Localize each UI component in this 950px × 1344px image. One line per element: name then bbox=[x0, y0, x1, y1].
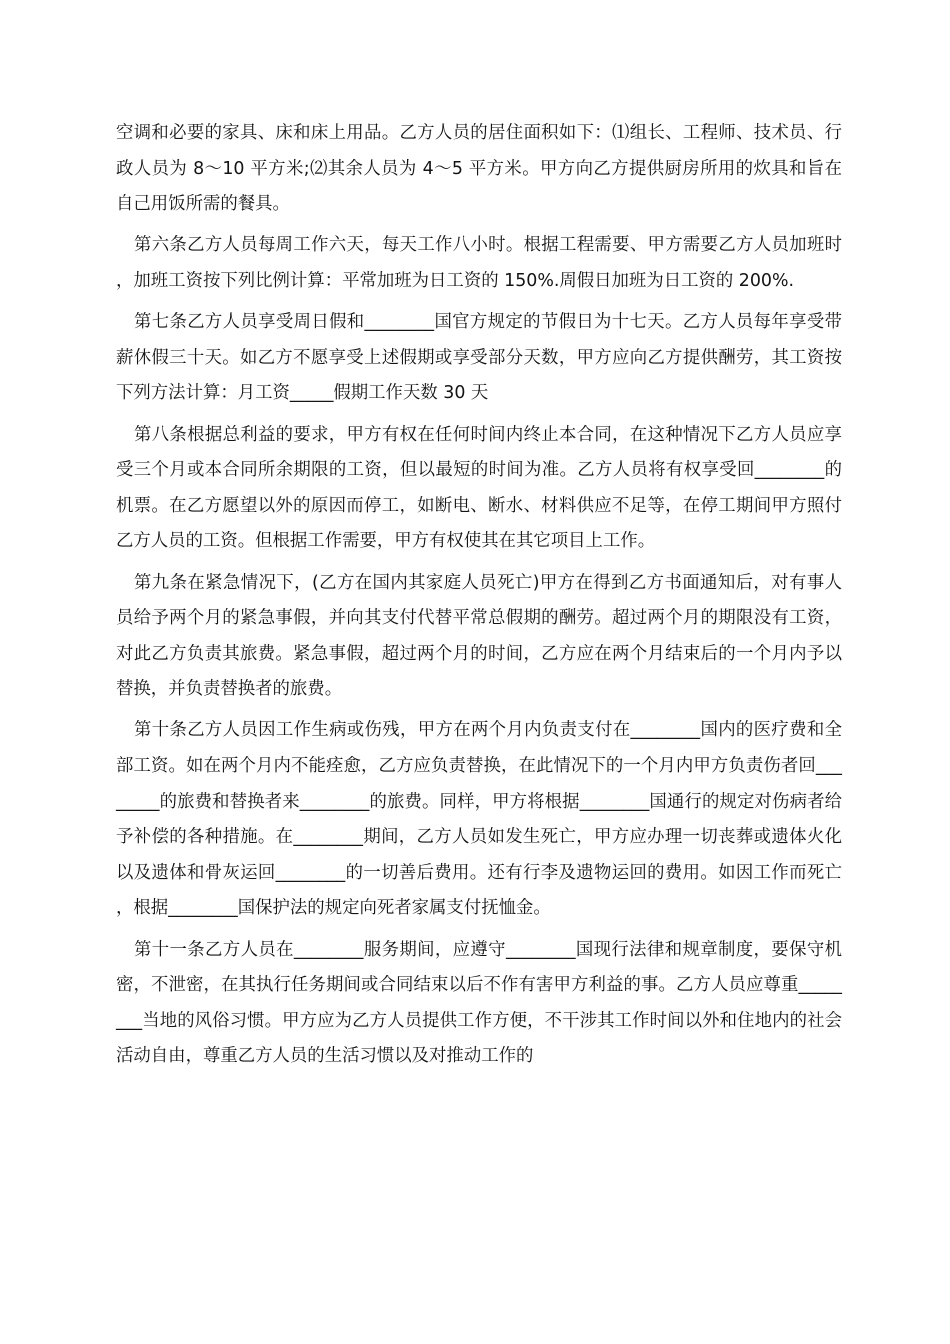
paragraph-article-10: 第十条乙方人员因工作生病或伤残，甲方在两个月内负责支付在________国内的医疗费和全部工资。如在两个月内不能痊愈，乙方应负责替换，在此情况下的一个月内甲方负责伤者回________的旅费和替换者来________的旅费。同样，甲方将根据________国通行的规定对伤病者给予补偿的各种措施。在________期间，乙方人员如发生死亡，甲方应办理一切丧葬或遗体火化以及遗体和骨灰运回________的一切善后费用。还有行李及遗物运回的费用。如因工作而死亡，根据________国保护法的规定向死者家属支付抚恤金。 bbox=[116, 720, 842, 919]
paragraph-article-11: 第十一条乙方人员在________服务期间，应遵守________国现行法律和规章制度，要保守机密，不泄密，在其执行任务期间或合同结束以后不作有害甲方利益的事。乙方人员应尊重________当地的风俗习惯。甲方应为乙方人员提供工作方便，不干涉其工作时间以外和住地内的社会活动自由，尊重乙方人员的生活习惯以及对推动工作的 bbox=[116, 939, 842, 1067]
paragraph-continuation: 空调和必要的家具、床和床上用品。乙方人员的居住面积如下：⑴组长、工程师、技术员、行政人员为 8～10 平方米;⑵其余人员为 4～5 平方米。甲方向乙方提供厨房所用的炊具和旨在自己用饭所需的餐具。 bbox=[116, 123, 842, 215]
document-body bbox=[116, 116, 842, 1081]
paragraph-article-9: 第九条在紧急情况下，(乙方在国内其家庭人员死亡)甲方在得到乙方书面通知后，对有事人员给予两个月的紧急事假，并向其支付代替平常总假期的酬劳。超过两个月的期限没有工资，对此乙方负责其旅费。紧急事假，超过两个月的时间，乙方应在两个月结束后的一个月内予以替换，并负责替换者的旅费。 bbox=[116, 572, 842, 700]
paragraph-article-8: 第八条根据总利益的要求，甲方有权在任何时间内终止本合同，在这种情况下乙方人员应享受三个月或本合同所余期限的工资，但以最短的时间为准。乙方人员将有权享受回________的机票。在乙方愿望以外的原因而停工，如断电、断水、材料供应不足等，在停工期间甲方照付乙方人员的工资。但根据工作需要，甲方有权使其在其它项目上工作。 bbox=[116, 424, 842, 552]
paragraph-article-6: 第六条乙方人员每周工作六天，每天工作八小时。根据工程需要、甲方需要乙方人员加班时，加班工资按下列比例计算：平常加班为日工资的 150%.周假日加班为日工资的 200%. bbox=[116, 235, 842, 291]
paragraph-article-7: 第七条乙方人员享受周日假和________国官方规定的节假日为十七天。乙方人员每年享受带薪休假三十天。如乙方不愿享受上述假期或享受部分天数，甲方应向乙方提供酬劳，其工资按下列方法计算：月工资_____假期工作天数 30 天 bbox=[116, 312, 842, 404]
